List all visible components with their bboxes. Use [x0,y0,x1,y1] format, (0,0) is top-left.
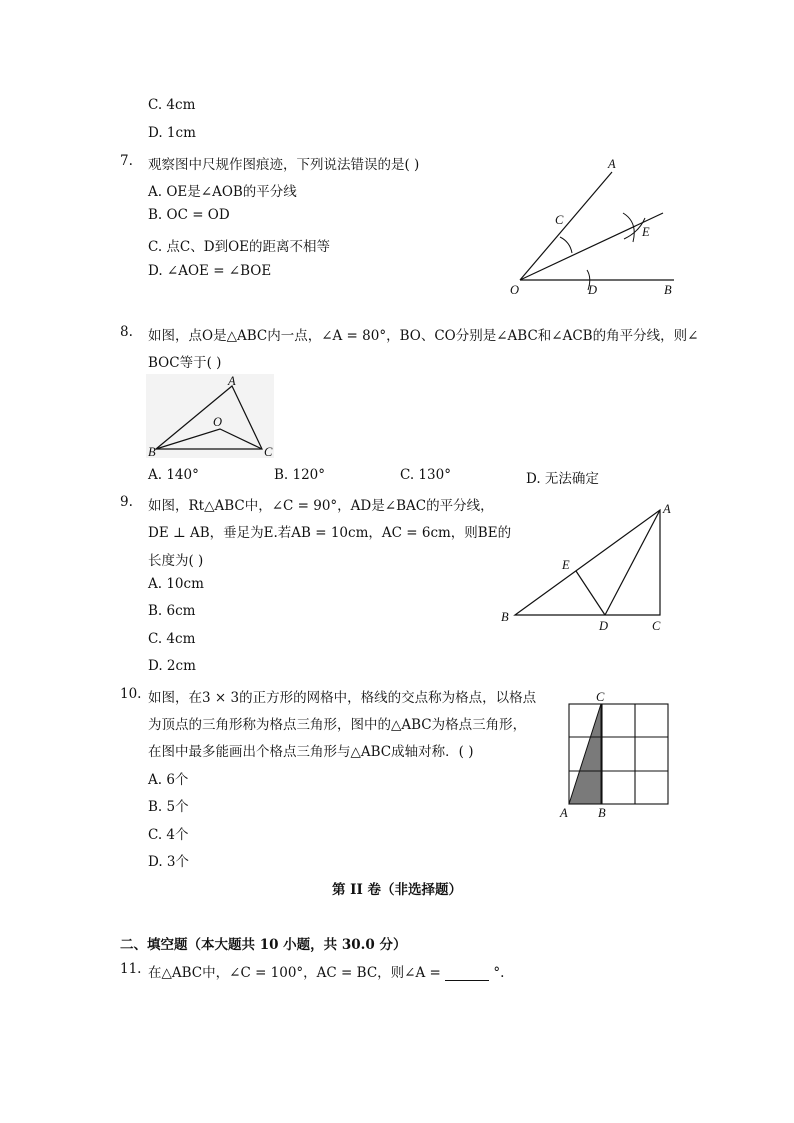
label-o: O [213,415,223,429]
q8-triangle-figure [146,374,276,460]
label-c: C [652,619,661,633]
label-c: C [264,445,273,459]
q6-option-d: D. 1cm [148,125,196,141]
arc-mark-c [560,237,572,253]
q11-answer-blank[interactable] [445,966,489,981]
q9-stem-line2: DE ⊥ AB，垂足为E.若AB = 10cm，AC = 6cm，则BE的 [148,525,512,541]
part2-title: 第 II 卷（非选择题） [331,882,463,898]
q10-option-b: B. 5个 [148,799,189,815]
bisector-ad [605,510,660,615]
label-a: A [663,502,671,516]
q8-option-c: C. 130° [400,467,451,483]
label-d: D [588,283,598,297]
triangle-abc [569,704,601,804]
q9-option-d: D. 2cm [148,658,196,674]
q9-stem-line3: 长度为( ) [148,553,204,569]
q7-option-b: B. OC = OD [148,207,230,223]
q10-stem-line3: 在图中最多能画出个格点三角形与△ABC成轴对称．( ) [148,744,474,760]
label-b: B [664,283,672,297]
q11-text-before: 在△ABC中，∠C = 100°，AC = BC，则∠A = [148,965,441,981]
label-o: O [510,283,520,297]
q9-right-triangle-figure [495,498,685,638]
label-a: A [228,374,236,388]
q7-angle-bisector-figure [500,150,690,300]
q10-option-c: C. 4个 [148,827,189,843]
label-e: E [562,558,570,572]
q7-option-a: A. OE是∠AOB的平分线 [148,184,297,200]
q8-option-a: A. 140° [148,467,199,483]
q8-option-b: B. 120° [274,467,326,483]
q7-option-d: D. ∠AOE = ∠BOE [148,263,272,279]
q10-grid-figure [555,688,675,820]
label-a: A [560,806,568,820]
q8-option-d: D. 无法确定 [526,471,599,487]
label-a: A [608,157,616,171]
label-b: B [148,445,156,459]
q8-stem-line1: 如图，点O是△ABC内一点，∠A = 80°，BO、CO分别是∠ABC和∠ACB的角平分线，则∠ [148,328,699,344]
q9-stem-line1: 如图，Rt△ABC中，∠C = 90°，AD是∠BAC的平分线， [148,498,494,514]
q7-option-c: C. 点C、D到OE的距离不相等 [148,239,331,255]
q10-stem-line1: 如图，在3 × 3的正方形的网格中，格线的交点称为格点，以格点 [148,690,537,706]
q10-number: 10. [120,686,142,702]
q7-stem: 观察图中尺规作图痕迹，下列说法错误的是( ) [148,157,420,173]
perpendicular-de [576,571,605,615]
q10-option-a: A. 6个 [148,772,189,788]
q10-option-d: D. 3个 [148,854,190,870]
label-c: C [555,213,564,227]
ray-oe [520,213,663,280]
q11-text-after: °. [493,965,505,981]
q8-number: 8. [120,324,133,340]
label-c: C [596,690,605,704]
q9-option-a: A. 10cm [148,576,204,592]
ray-oa [520,172,612,280]
q7-number: 7. [120,153,133,169]
section2-heading: 二、填空题（本大题共 10 小题，共 30.0 分） [120,937,407,953]
q9-option-b: B. 6cm [148,603,196,619]
label-b: B [598,806,606,820]
q9-option-c: C. 4cm [148,631,196,647]
q11-stem [148,961,504,981]
q6-option-c: C. 4cm [148,97,196,113]
label-e: E [642,225,650,239]
q9-number: 9. [120,494,133,510]
label-b: B [501,610,509,624]
q8-stem-line2: BOC等于( ) [148,355,222,371]
triangle-abc [515,510,660,615]
q10-stem-line2: 为顶点的三角形称为格点三角形，图中的△ABC为格点三角形， [148,717,527,733]
q11-number: 11. [120,961,142,977]
label-d: D [599,619,609,633]
